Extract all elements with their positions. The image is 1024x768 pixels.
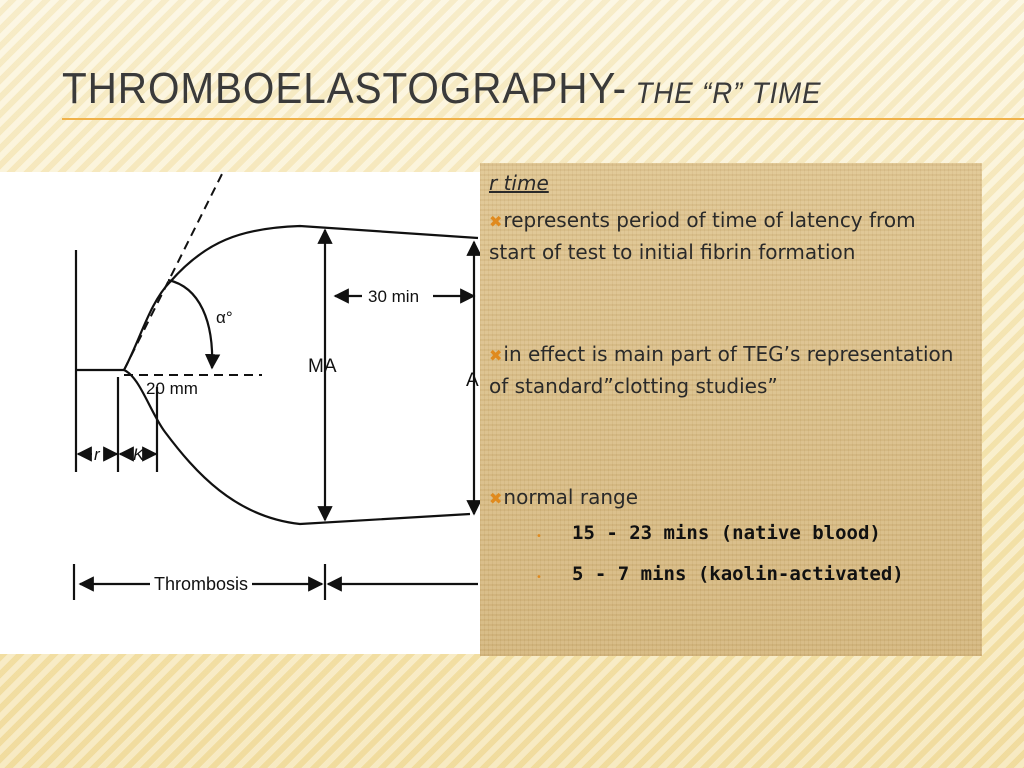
teg-diagram-svg: [0, 172, 480, 654]
k-label: K: [133, 445, 145, 464]
thrombosis-label: Thrombosis: [154, 574, 249, 594]
alpha-arc: [168, 280, 212, 368]
x-bullet-icon: ✖: [489, 212, 503, 231]
sub-bullet-dot-icon: •: [536, 531, 542, 542]
r-label: r: [94, 445, 100, 464]
bullet-item-3: [489, 482, 959, 514]
alpha-label: α°: [216, 308, 233, 327]
alpha-tangent-line: [124, 174, 222, 370]
teg-diagram: [0, 172, 480, 654]
x-bullet-icon: ✖: [489, 346, 503, 365]
bullet-text-2: in effect is main part of TEG’s representation of standard”clotting studies”: [489, 342, 954, 398]
bullet-text-3: normal range: [503, 485, 638, 509]
title-sub: THE “R” TIME: [627, 77, 822, 110]
bullet-item-1: [489, 205, 959, 267]
bullet-item-2: [489, 339, 959, 401]
bullet-text-1: represents period of time of latency from start of test to initial fibrin formation: [489, 208, 916, 264]
upper-trace: [124, 226, 478, 370]
panel-heading: r time: [489, 171, 549, 195]
sub-bullet-dot-icon: •: [536, 572, 542, 583]
sub-bullet-1: 15 - 23 mins (native blood): [572, 522, 881, 544]
slide-title: [62, 64, 821, 114]
thirty-min-label: 30 min: [368, 287, 420, 306]
content-panel: [480, 163, 982, 656]
title-underline: [62, 118, 1024, 120]
twenty-mm-label: 20 mm: [146, 379, 198, 398]
a-label: A: [466, 370, 479, 391]
ma-label: MA: [308, 356, 337, 377]
x-bullet-icon: ✖: [489, 489, 503, 508]
title-main: THROMBOELASTOGRAPHY-: [62, 64, 628, 113]
sub-bullet-2: 5 - 7 mins (kaolin-activated): [572, 563, 904, 585]
